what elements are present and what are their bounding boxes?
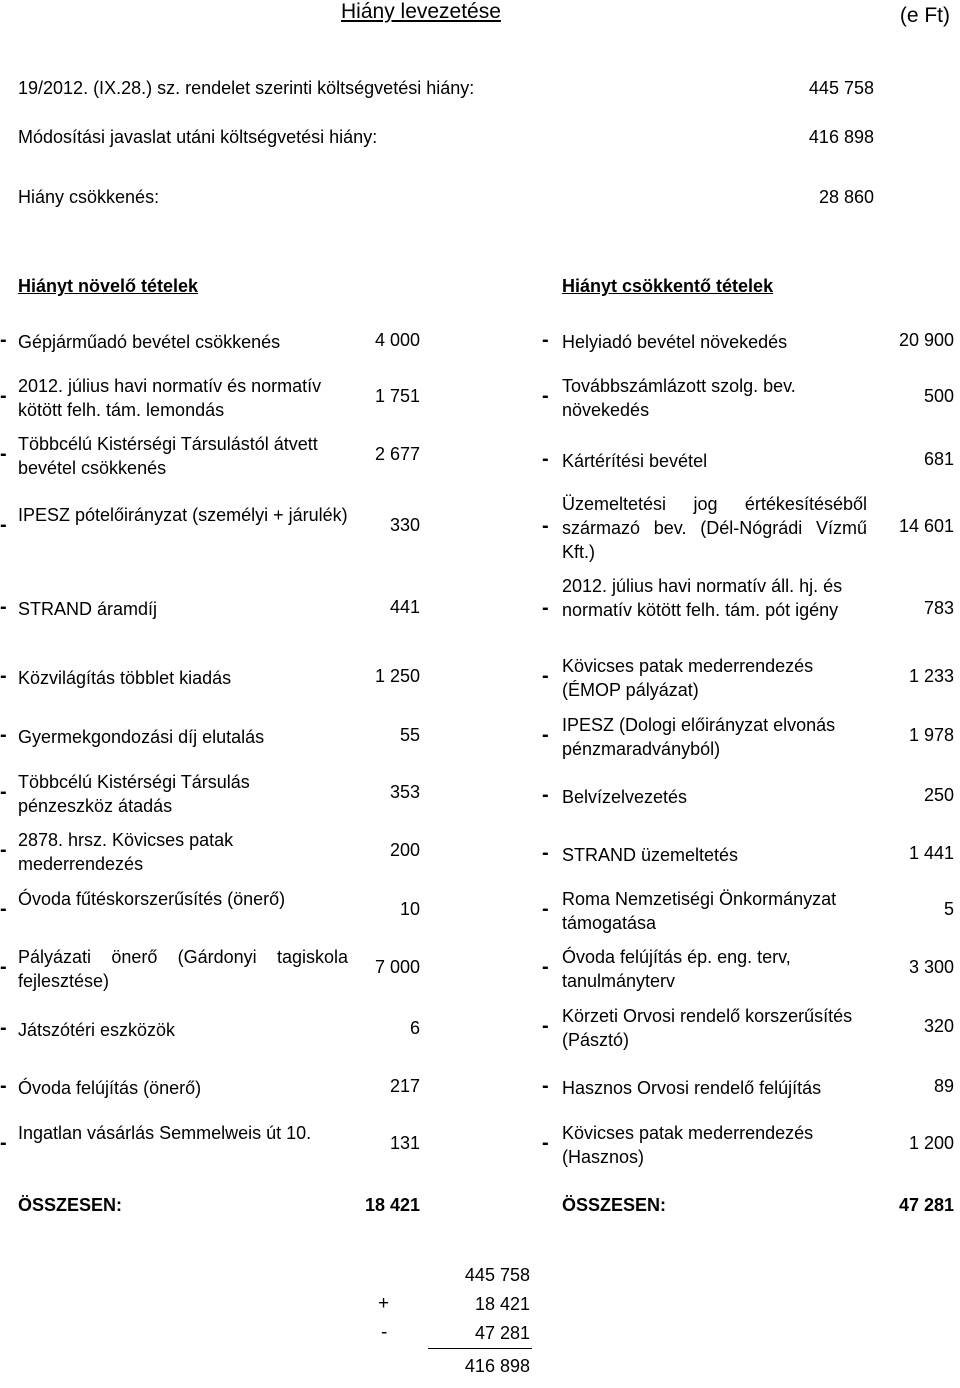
right-item-bullet: - bbox=[542, 1132, 549, 1154]
left-item-bullet: - bbox=[0, 385, 7, 407]
left-item-bullet: - bbox=[0, 665, 7, 687]
right-item-value: 14 601 bbox=[898, 516, 954, 536]
right-item-value: 250 bbox=[923, 785, 954, 805]
right-column-heading: Hiányt csökkentő tételek bbox=[562, 276, 774, 296]
left-item-bullet: - bbox=[0, 781, 7, 803]
right-total-value: 47 281 bbox=[898, 1195, 954, 1215]
left-item-label: Közvilágítás többlet kiadás bbox=[18, 668, 232, 688]
currency-unit: (e Ft) bbox=[899, 4, 950, 27]
left-total-label: ÖSSZESEN: bbox=[18, 1195, 123, 1215]
page-title: Hiány levezetése bbox=[341, 0, 501, 23]
left-item-value: 10 bbox=[399, 899, 420, 919]
right-item-bullet: - bbox=[542, 329, 549, 351]
left-item-label: Többcélú Kistérségi Társulástól átvett bevétel csökkenés bbox=[18, 434, 318, 478]
calc-minus-sign: - bbox=[381, 1322, 388, 1343]
right-item-value: 5 bbox=[943, 899, 954, 919]
right-item-value: 1 200 bbox=[908, 1133, 954, 1153]
left-item-label: Óvoda fűtéskorszerűsítés (önerő) bbox=[18, 889, 286, 909]
left-item-label: Óvoda felújítás (önerő) bbox=[18, 1078, 202, 1098]
left-item-label: Ingatlan vásárlás Semmelweis út 10. bbox=[18, 1123, 312, 1143]
left-item-value: 353 bbox=[389, 782, 420, 802]
right-item-label: IPESZ (Dologi előirányzat elvonás pénzmaradványból) bbox=[562, 715, 836, 759]
right-item-label: Hasznos Orvosi rendelő felújítás bbox=[562, 1078, 822, 1098]
summary-value-modified-deficit: 416 898 bbox=[808, 127, 874, 147]
right-item-value: 1 441 bbox=[908, 843, 954, 863]
right-item-label: Kártérítési bevétel bbox=[562, 451, 708, 471]
left-item-bullet: - bbox=[0, 724, 7, 746]
right-item-value: 320 bbox=[923, 1016, 954, 1036]
summary-value-original-deficit: 445 758 bbox=[808, 78, 874, 98]
left-item-label: 2012. július havi normatív és normatív kötött felh. tám. lemondás bbox=[18, 376, 322, 420]
left-item-label: IPESZ pótelőirányzat (személyi + járulék) bbox=[18, 505, 348, 525]
right-item-label: Kövicses patak mederrendezés (ÉMOP pályázat) bbox=[562, 656, 814, 700]
right-item-label: Üzemeltetési jog értékesítéséből származó bev. (Dél-Nógrádi Vízmű Kft.) bbox=[562, 494, 867, 562]
right-item-value: 783 bbox=[923, 598, 954, 618]
right-item-label: Roma Nemzetiségi Önkormányzat támogatása bbox=[562, 889, 837, 933]
right-item-bullet: - bbox=[542, 665, 549, 687]
left-item-value: 131 bbox=[389, 1133, 420, 1153]
right-item-label: Óvoda felújítás ép. eng. terv, tanulmányterv bbox=[562, 947, 791, 991]
left-item-label: Játszótéri eszközök bbox=[18, 1020, 176, 1040]
right-item-value: 89 bbox=[933, 1076, 954, 1096]
right-item-bullet: - bbox=[542, 842, 549, 864]
left-item-value: 200 bbox=[389, 840, 420, 860]
left-item-bullet: - bbox=[0, 596, 7, 618]
left-item-bullet: - bbox=[0, 514, 7, 536]
right-item-bullet: - bbox=[542, 1015, 549, 1037]
right-total-label: ÖSSZESEN: bbox=[562, 1195, 667, 1215]
left-column-heading: Hiányt növelő tételek bbox=[18, 276, 199, 296]
right-item-label: Helyiadó bevétel növekedés bbox=[562, 332, 788, 352]
left-item-label: Pályázati önerő (Gárdonyi tagiskola fejlesztése) bbox=[18, 947, 348, 991]
calc-sum-line bbox=[428, 1348, 532, 1349]
left-item-value: 330 bbox=[389, 515, 420, 535]
left-item-bullet: - bbox=[0, 329, 7, 351]
right-item-label: STRAND üzemeltetés bbox=[562, 845, 739, 865]
right-item-value: 1 978 bbox=[908, 725, 954, 745]
left-item-value: 7 000 bbox=[374, 957, 420, 977]
summary-label-original-deficit: 19/2012. (IX.28.) sz. rendelet szerinti költségvetési hiány: bbox=[18, 78, 475, 98]
summary-value-deficit-decrease: 28 860 bbox=[818, 187, 874, 207]
right-item-bullet: - bbox=[542, 448, 549, 470]
right-item-label: Továbbszámlázott szolg. bev. növekedés bbox=[562, 376, 796, 420]
right-item-label: Kövicses patak mederrendezés (Hasznos) bbox=[562, 1123, 814, 1167]
left-item-bullet: - bbox=[0, 443, 7, 465]
left-item-bullet: - bbox=[0, 956, 7, 978]
left-item-value: 55 bbox=[399, 725, 420, 745]
right-item-value: 3 300 bbox=[908, 957, 954, 977]
left-item-bullet: - bbox=[0, 1017, 7, 1039]
calc-minus-value: 47 281 bbox=[474, 1323, 530, 1343]
left-item-value: 1 250 bbox=[374, 666, 420, 686]
right-item-bullet: - bbox=[542, 956, 549, 978]
left-item-bullet: - bbox=[0, 898, 7, 920]
right-item-bullet: - bbox=[542, 597, 549, 619]
right-item-bullet: - bbox=[542, 1075, 549, 1097]
right-item-bullet: - bbox=[542, 515, 549, 537]
right-item-value: 20 900 bbox=[898, 330, 954, 350]
left-total-value: 18 421 bbox=[364, 1195, 420, 1215]
left-item-bullet: - bbox=[0, 839, 7, 861]
left-item-label: 2878. hrsz. Kövicses patak mederrendezés bbox=[18, 830, 234, 874]
left-item-value: 6 bbox=[409, 1018, 420, 1038]
left-item-label: Többcélú Kistérségi Társulás pénzeszköz átadás bbox=[18, 772, 250, 816]
right-item-bullet: - bbox=[542, 724, 549, 746]
summary-label-deficit-decrease: Hiány csökkenés: bbox=[18, 187, 160, 207]
calc-plus-value: 18 421 bbox=[474, 1294, 530, 1314]
left-item-value: 4 000 bbox=[374, 330, 420, 350]
right-item-bullet: - bbox=[542, 784, 549, 806]
right-item-label: Körzeti Orvosi rendelő korszerűsítés (Pásztó) bbox=[562, 1006, 853, 1050]
right-item-bullet: - bbox=[542, 385, 549, 407]
left-item-bullet: - bbox=[0, 1132, 7, 1154]
left-item-bullet: - bbox=[0, 1075, 7, 1097]
calc-start-value: 445 758 bbox=[464, 1265, 530, 1285]
right-item-value: 681 bbox=[923, 449, 954, 469]
left-item-label: Gépjárműadó bevétel csökkenés bbox=[18, 332, 281, 352]
left-item-value: 1 751 bbox=[374, 386, 420, 406]
left-item-label: STRAND áramdíj bbox=[18, 599, 158, 619]
calc-plus-sign: + bbox=[378, 1293, 390, 1314]
right-item-label: 2012. július havi normatív áll. hj. és normatív kötött felh. tám. pót igény bbox=[562, 576, 843, 620]
left-item-value: 217 bbox=[389, 1076, 420, 1096]
right-item-value: 1 233 bbox=[908, 666, 954, 686]
calc-result-value: 416 898 bbox=[464, 1356, 530, 1376]
left-item-label: Gyermekgondozási díj elutalás bbox=[18, 727, 265, 747]
summary-label-modified-deficit: Módosítási javaslat utáni költségvetési hiány: bbox=[18, 127, 378, 147]
left-item-value: 2 677 bbox=[374, 444, 420, 464]
right-item-value: 500 bbox=[923, 386, 954, 406]
right-item-label: Belvízelvezetés bbox=[562, 787, 688, 807]
right-item-bullet: - bbox=[542, 898, 549, 920]
left-item-value: 441 bbox=[389, 597, 420, 617]
